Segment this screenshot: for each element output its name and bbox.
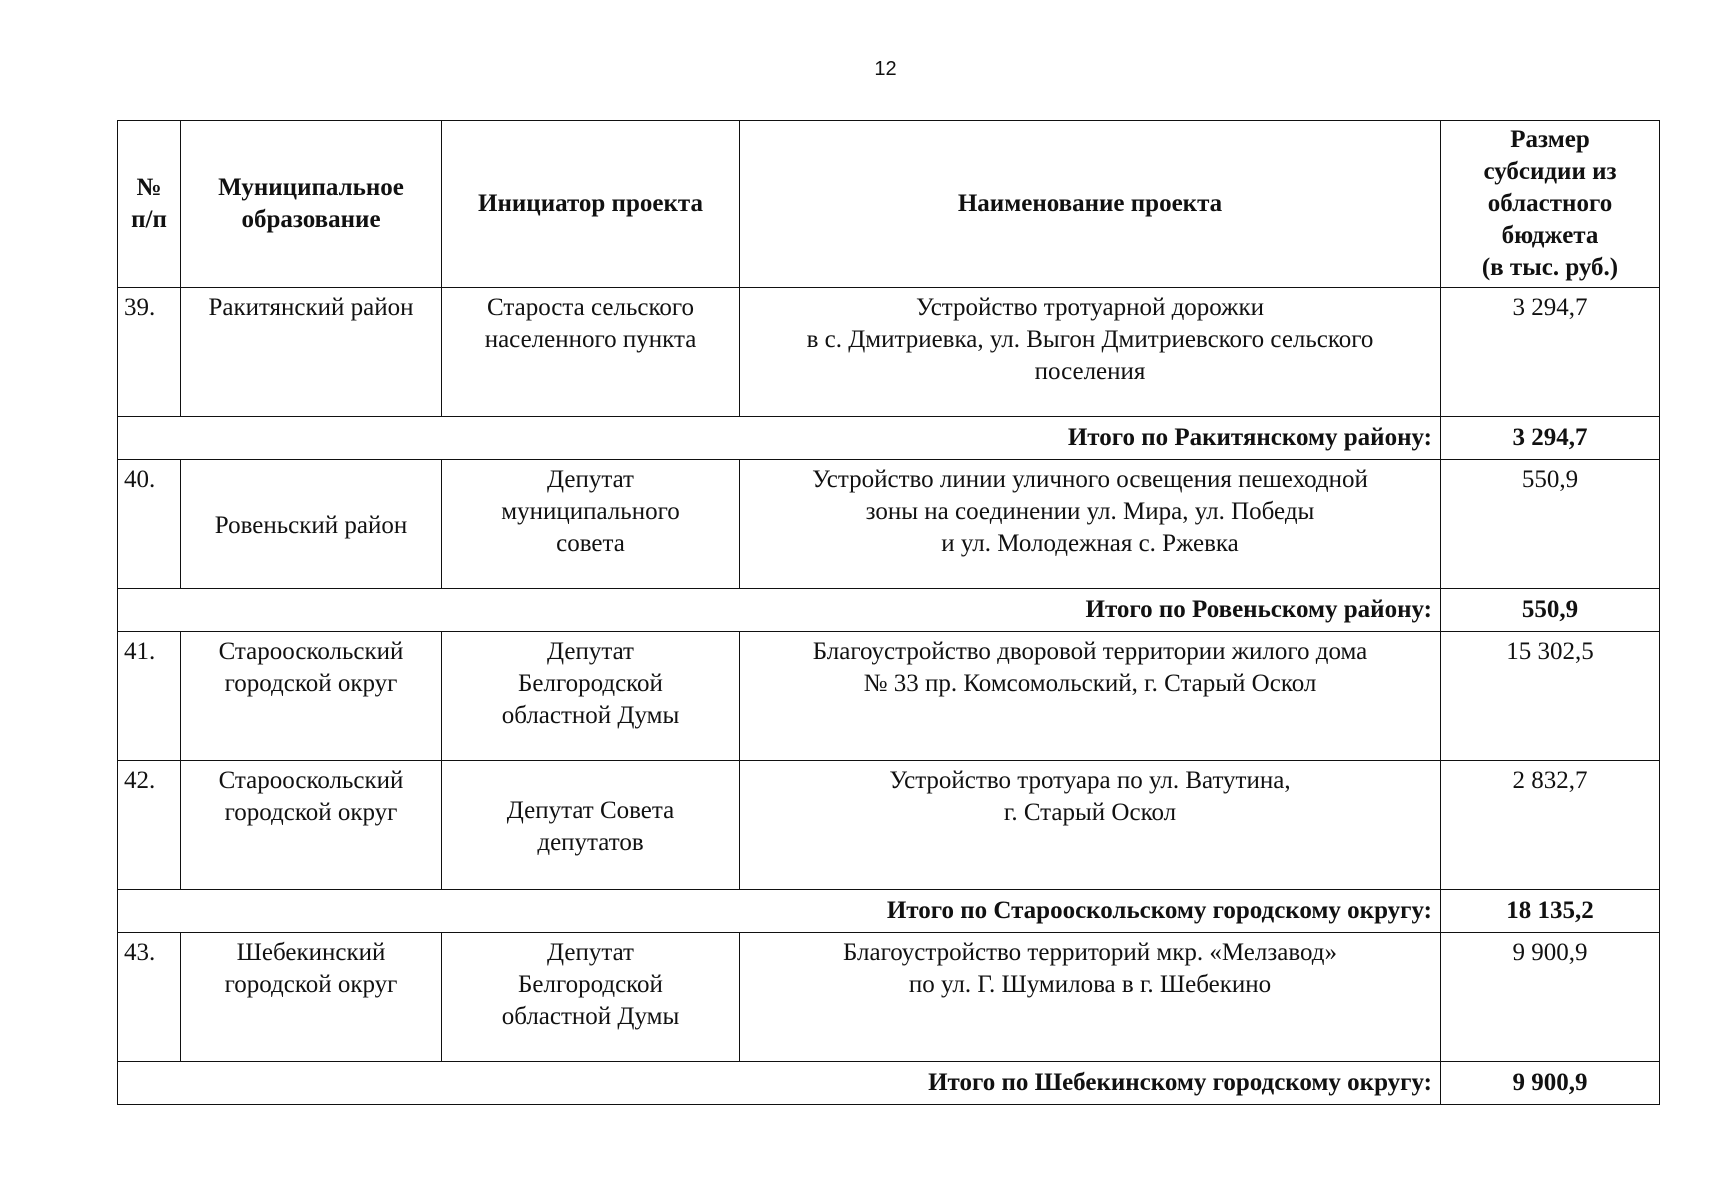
row-number: 43. (118, 933, 181, 1062)
municipality-cell: Старооскольский городской округ (181, 761, 442, 890)
table-row (118, 761, 1660, 890)
initiator-cell: Депутат муниципального совета (442, 460, 740, 589)
row-number: 42. (118, 761, 181, 890)
total-amount: 9 900,9 (1441, 1062, 1660, 1105)
amount-cell: 9 900,9 (1441, 933, 1660, 1062)
table-row (118, 632, 1660, 761)
project-cell: Устройство тротуара по ул. Ватутина, г. Старый Оскол (740, 761, 1441, 890)
initiator-cell: Депутат Белгородской областной Думы (442, 632, 740, 761)
project-cell: Устройство линии уличного освещения пешеходной зоны на соединении ул. Мира, ул. Победы и ул. Молодежная с. Ржевка (740, 460, 1441, 589)
row-number: 40. (118, 460, 181, 589)
header-project: Наименование проекта (740, 121, 1441, 288)
total-label: Итого по Шебекинскому городскому округу: (118, 1062, 1441, 1105)
project-cell: Благоустройство территорий мкр. «Мелзавод» по ул. Г. Шумилова в г. Шебекино (740, 933, 1441, 1062)
amount-cell: 550,9 (1441, 460, 1660, 589)
amount-cell: 2 832,7 (1441, 761, 1660, 890)
header-num: № п/п (118, 121, 181, 288)
municipality-cell: Старооскольский городской округ (181, 632, 442, 761)
total-row (118, 417, 1660, 460)
row-number: 39. (118, 288, 181, 417)
initiator-cell: Староста сельского населенного пункта (442, 288, 740, 417)
page-number: 12 (874, 58, 897, 80)
header-municipality: Муниципальное образование (181, 121, 442, 288)
total-amount: 18 135,2 (1441, 890, 1660, 933)
subsidy-table (117, 120, 1660, 1105)
initiator-cell: Депутат Белгородской областной Думы (442, 933, 740, 1062)
header-initiator: Инициатор проекта (442, 121, 740, 288)
total-row (118, 890, 1660, 933)
municipality-cell: Ракитянский район (181, 288, 442, 417)
amount-cell: 15 302,5 (1441, 632, 1660, 761)
total-row (118, 1062, 1660, 1105)
total-label: Итого по Ракитянскому району: (118, 417, 1441, 460)
project-cell: Устройство тротуарной дорожки в с. Дмитриевка, ул. Выгон Дмитриевского сельского поселения (740, 288, 1441, 417)
header-subsidy: Размер субсидии из областного бюджета (в тыс. руб.) (1441, 121, 1660, 288)
total-amount: 550,9 (1441, 589, 1660, 632)
municipality-cell: Шебекинский городской округ (181, 933, 442, 1062)
total-label: Итого по Старооскольскому городскому округу: (118, 890, 1441, 933)
row-number: 41. (118, 632, 181, 761)
total-amount: 3 294,7 (1441, 417, 1660, 460)
table-row (118, 460, 1660, 589)
table-row (118, 933, 1660, 1062)
table-header-row (118, 121, 1660, 288)
municipality-cell: Ровеньский район (181, 460, 442, 589)
initiator-cell: Депутат Совета депутатов (442, 761, 740, 890)
total-label: Итого по Ровеньскому району: (118, 589, 1441, 632)
total-row (118, 589, 1660, 632)
table-row (118, 288, 1660, 417)
amount-cell: 3 294,7 (1441, 288, 1660, 417)
project-cell: Благоустройство дворовой территории жилого дома № 33 пр. Комсомольский, г. Старый Оскол (740, 632, 1441, 761)
